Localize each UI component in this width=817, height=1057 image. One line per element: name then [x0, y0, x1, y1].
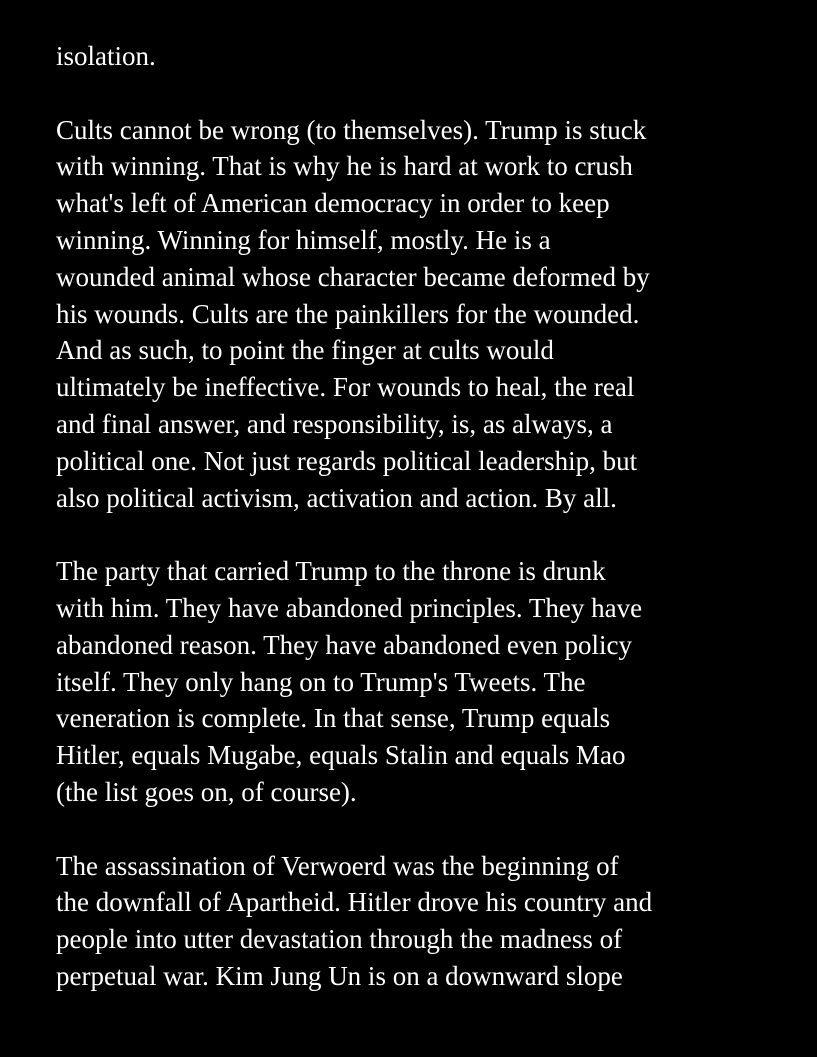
paragraph-spacer — [56, 75, 786, 112]
paragraph-spacer — [56, 516, 786, 553]
document-page — [56, 38, 786, 995]
paragraph-3 — [56, 848, 786, 995]
text-line: winning. Winning for himself, mostly. He is a — [56, 224, 551, 255]
text-line: his wounds. Cults are the painkillers for the wounded. — [56, 298, 640, 329]
text-line: abandoned reason. They have abandoned even policy — [56, 629, 633, 660]
text-line: with him. They have abandoned principles. They have — [56, 592, 643, 623]
text-line: also political activism, activation and action. By all. — [56, 482, 617, 513]
text-line: And as such, to point the finger at cults would — [56, 335, 554, 366]
text-line: isolation. — [56, 41, 156, 71]
text-line: perpetual war. Kim Jung Un is on a downward slope — [56, 960, 623, 991]
paragraph-spacer — [56, 811, 786, 848]
paragraph-0 — [56, 38, 786, 75]
paragraph-1 — [56, 112, 786, 517]
text-line: and final answer, and responsibility, is, as always, a — [56, 408, 613, 439]
text-line: The assassination of Verwoerd was the beginning of — [56, 850, 619, 881]
text-line: what's left of American democracy in order to keep — [56, 188, 610, 219]
text-line: itself. They only hang on to Trump's Tweets. The — [56, 666, 586, 697]
paragraph-2 — [56, 553, 786, 811]
text-line: political one. Not just regards political leadership, but — [56, 445, 638, 476]
text-line: The party that carried Trump to the throne is drunk — [56, 556, 606, 587]
text-line: ultimately be ineffective. For wounds to heal, the real — [56, 372, 635, 403]
text-line: veneration is complete. In that sense, Trump equals — [56, 703, 611, 734]
text-line: Hitler, equals Mugabe, equals Stalin and equals Mao — [56, 740, 626, 771]
text-line: with winning. That is why he is hard at work to crush — [56, 151, 633, 182]
text-line: people into utter devastation through the madness of — [56, 924, 623, 955]
text-line: Cults cannot be wrong (to themselves). Trump is stuck — [56, 114, 647, 145]
text-line: wounded animal whose character became deformed by — [56, 261, 650, 292]
text-line: the downfall of Apartheid. Hitler drove his country and — [56, 887, 653, 918]
text-line: (the list goes on, of course). — [56, 776, 357, 807]
